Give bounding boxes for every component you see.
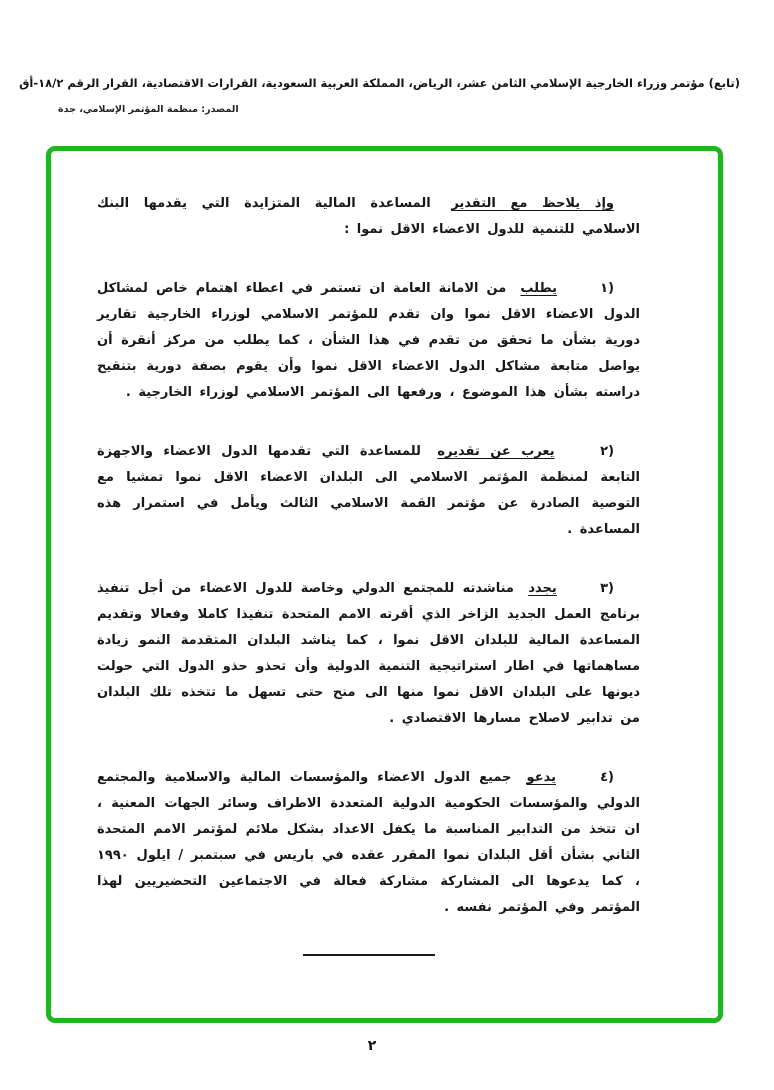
item-4-body: جميع الدول الاعضاء والمؤسسات المالية والاسلامية والمجتمع الدولي والمؤسسات الحكومية الدولية المتعددة الاطراف وسائر الجهات المعنية ، ان تتخذ من التدابير المناسبة ما يكفل الاعداد بشكل ملائم لمؤتمر الامم المتحدة الثاني بشأن أقل البلدان نموا المقرر عقده في باريس في سبتمبر / ايلول ١٩٩٠ ، كما يدعوها الى المشاركة مشاركة فعالة في الاجتماعين التحضيريين لهذا المؤتمر وفي المؤتمر نفسه .	[97, 770, 640, 915]
intro-paragraph	[97, 191, 640, 243]
item-4-lead-underlined: يدعو	[526, 770, 556, 785]
end-of-text-divider	[303, 954, 435, 956]
item-4-number: ٤)	[600, 770, 614, 785]
resolution-text-block	[51, 151, 718, 956]
source-line: المصدر: منظمة المؤتمر الإسلامي، جدة	[58, 104, 239, 115]
intro-lead-underlined: وإذ يلاحظ مع التقدير	[451, 196, 614, 211]
item-2-body: للمساعدة التي تقدمها الدول الاعضاء والاجهزة التابعة لمنظمة المؤتمر الاسلامي الى البلدان الاعضاء الاقل نموا تمشيا مع التوصية الصادرة عن مؤتمر القمة الاسلامي الثالث ويأمل في استمرار هذه المساعدة .	[97, 444, 640, 537]
item-1-lead-underlined: يطلب	[520, 281, 558, 296]
item-3-body: مناشدته للمجتمع الدولي وخاصة للدول الاعضاء من أجل تنفيذ برنامج العمل الجديد الزاخر الذي أقرته الامم المتحدة تنفيذا كاملا وفعالا وتقديم المساعدة المالية للبلدان الاقل نموا ، كما يناشد البلدان المتقدمة النمو زيادة مساهماتها في اطار استراتيجية التنمية الدولية وأن تحذو حذو الدول التي حولت ديونها على البلدان الاقل نموا منها الى منح حتى تسهل ما تتخذه تلك البلدان من تدابير لاصلاح مسارها الاقتصادي .	[97, 581, 640, 726]
source-line-row	[0, 97, 774, 116]
resolution-item-1	[97, 276, 640, 406]
item-3-number: ٣)	[600, 581, 614, 596]
item-2-lead-underlined: يعرب عن تقديره	[437, 444, 555, 459]
resolution-item-3	[97, 576, 640, 732]
intro-body: المساعدة المالية المتزايدة التي يقدمها البنك الاسلامي للتنمية للدول الاعضاء الاقل نموا :	[97, 196, 640, 237]
highlight-border-box	[46, 146, 723, 1023]
resolution-item-2	[97, 439, 640, 543]
resolution-item-4	[97, 765, 640, 921]
item-1-number: ١)	[600, 281, 615, 296]
page-number: ٢	[367, 1038, 377, 1054]
item-2-number: ٢)	[600, 444, 615, 459]
item-3-lead-underlined: يجدد	[528, 581, 557, 596]
item-1-body: من الامانة العامة ان تستمر في اعطاء اهتمام خاص لمشاكل الدول الاعضاء الاقل نموا وان تقدم للمؤتمر الاسلامي لوزراء الخارجية تقارير دورية بشأن ما تحقق من تقدم في هذا الشأن ، كما يطلب من مركز أنقرة أن يواصل متابعة مشاكل الدول الاعضاء الاقل نموا وأن يقوم بصفة دورية بتنقيح دراسته بشأن هذا الموضوع ، ورفعها الى المؤتمر الاسلامي لوزراء الخارجية .	[97, 281, 640, 400]
document-header-title: (تابع) مؤتمر وزراء الخارجية الإسلامي الثامن عشر، الرياض، المملكة العربية السعودية، القرارات الاقتصادية، القرار الرقم ١٨/٢-أق	[19, 76, 740, 90]
